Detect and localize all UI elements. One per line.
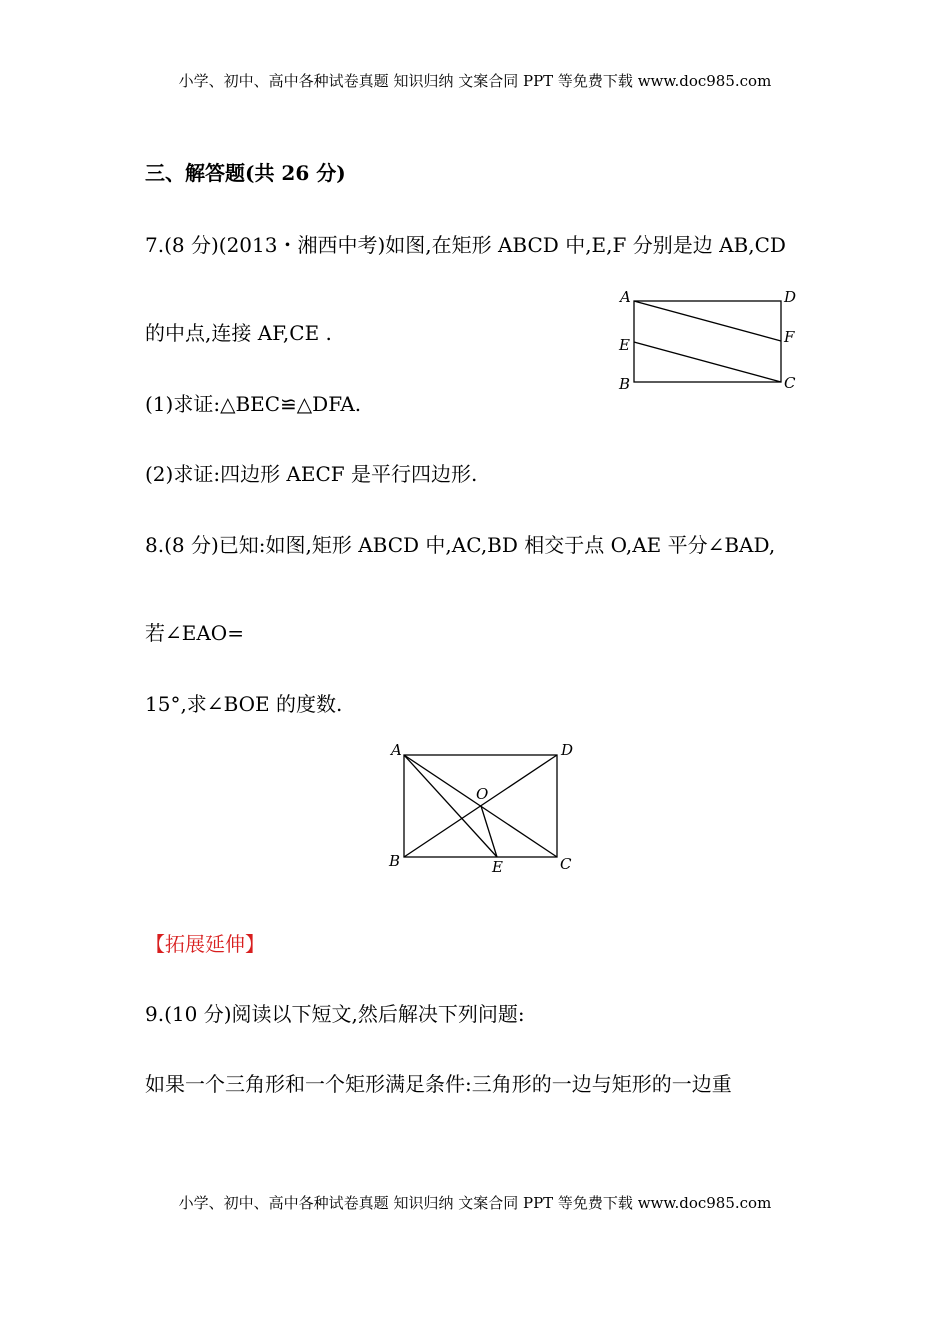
q9-line1: 9.(10 分)阅读以下短文,然后解决下列问题: bbox=[145, 1002, 525, 1026]
q8-label-a: A bbox=[391, 741, 402, 759]
q7-part2: (2)求证:四边形 AECF 是平行四边形. bbox=[145, 462, 478, 486]
q7-label-b: B bbox=[619, 375, 631, 393]
q7-label-d: D bbox=[784, 288, 797, 306]
extension-title: 【拓展延伸】 bbox=[145, 932, 265, 956]
section-title: 三、解答题(共 26 分) bbox=[145, 161, 346, 185]
q8-line1: 8.(8 分)已知:如图,矩形 ABCD 中,AC,BD 相交于点 O,AE 平分∠BAD, bbox=[145, 533, 776, 557]
q7-label-a: A bbox=[620, 288, 631, 306]
q8-label-c: C bbox=[560, 855, 572, 873]
q9-line2: 如果一个三角形和一个矩形满足条件:三角形的一边与矩形的一边重 bbox=[145, 1072, 732, 1096]
q8-label-d: D bbox=[561, 741, 574, 759]
q8-figure bbox=[385, 738, 585, 878]
q7-line2: 的中点,连接 AF,CE . bbox=[145, 321, 332, 345]
q7-rectangle-abcd bbox=[634, 301, 781, 382]
q7-label-f: F bbox=[784, 328, 795, 346]
q7-segment-ec bbox=[634, 342, 781, 382]
q7-line1: 7.(8 分)(2013・湘西中考)如图,在矩形 ABCD 中,E,F 分别是边 AB,CD bbox=[145, 233, 786, 257]
page-header: 小学、初中、高中各种试卷真题 知识归纳 文案合同 PPT 等免费下载 www.doc985.com bbox=[178, 72, 772, 90]
q8-label-b: B bbox=[389, 852, 401, 870]
q7-segment-af bbox=[634, 301, 781, 341]
q8-line3: 15°,求∠BOE 的度数. bbox=[145, 692, 343, 716]
page-footer: 小学、初中、高中各种试卷真题 知识归纳 文案合同 PPT 等免费下载 www.doc985.com bbox=[178, 1194, 772, 1212]
q8-label-o: O bbox=[476, 785, 489, 803]
q8-label-e: E bbox=[492, 858, 503, 876]
q7-figure bbox=[612, 285, 812, 395]
q8-segment-oe bbox=[481, 806, 497, 857]
q7-label-e: E bbox=[619, 336, 630, 354]
q8-line2: 若∠EAO= bbox=[145, 621, 244, 645]
q8-segment-ae bbox=[404, 755, 497, 857]
q7-part1: (1)求证:△BEC≌△DFA. bbox=[145, 392, 362, 416]
q7-label-c: C bbox=[784, 374, 796, 392]
